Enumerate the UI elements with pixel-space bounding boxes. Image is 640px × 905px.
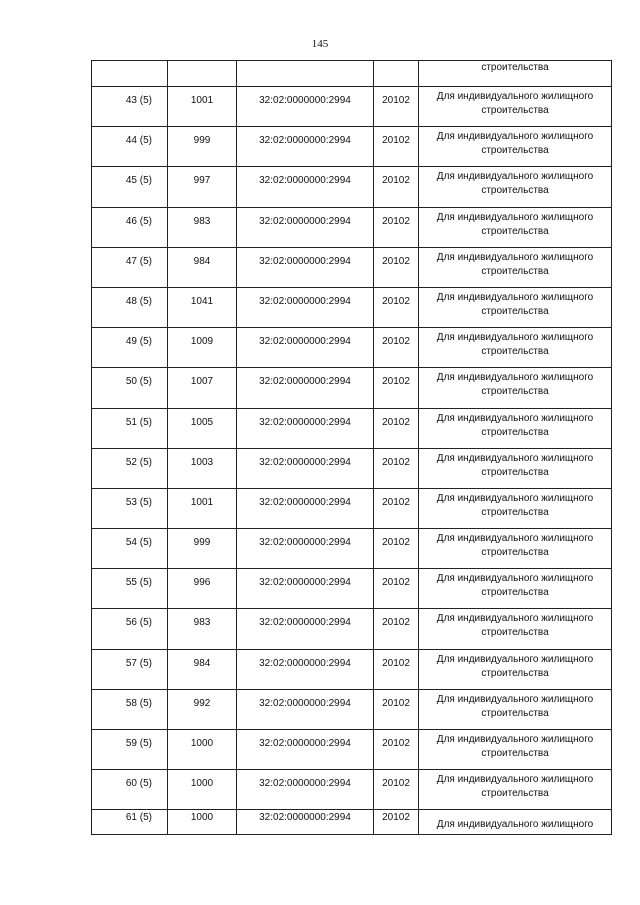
permitted-use-line2: строительства: [481, 627, 549, 639]
cell-cadastral-number-text: 32:02:0000000:2994: [259, 738, 351, 749]
cell-plot-number: [92, 328, 168, 368]
cell-permitted-use: [419, 448, 612, 488]
cell-land-code-text: 20102: [382, 812, 410, 824]
cell-area: [168, 730, 237, 770]
table-row: [92, 368, 612, 408]
cell-permitted-use: [419, 689, 612, 729]
cell-area: [168, 87, 237, 127]
cell-land-code: [374, 247, 419, 287]
cell-permitted-use: [419, 529, 612, 569]
cell-plot-number: [92, 87, 168, 127]
cell-plot-number: [92, 810, 168, 835]
cell-plot-number: [92, 569, 168, 609]
cell-plot-number: [92, 287, 168, 327]
permitted-use-line1: Для индивидуального жилищного: [436, 91, 594, 102]
permitted-use-line2: строительства: [481, 105, 549, 116]
table-row: [92, 609, 612, 649]
cell-permitted-use: [419, 247, 612, 287]
cell-area-text: 984: [193, 657, 211, 669]
cell-land-code: [374, 609, 419, 649]
cell-cadastral-number-text: 32:02:0000000:2994: [259, 456, 351, 468]
permitted-use-text: [419, 609, 611, 640]
cell-area-text: 996: [193, 577, 211, 589]
cell-area: [168, 488, 237, 528]
cell-land-code: [374, 127, 419, 167]
permitted-use-text: [419, 529, 611, 560]
cell-cadastral-number: [237, 488, 374, 528]
table-row: [92, 730, 612, 770]
cell-plot-number-text: 50 (5): [125, 376, 152, 388]
cell-plot-number-text: 52 (5): [125, 456, 152, 468]
cell-land-code: [374, 488, 419, 528]
table-row: [92, 649, 612, 689]
cell-area-text: 1000: [190, 778, 214, 790]
cell-plot-number: [92, 488, 168, 528]
cell-area-text: 999: [193, 537, 211, 549]
cell-permitted-use: [419, 770, 612, 810]
cell-cadastral-number: [237, 730, 374, 770]
cell-area-text: 1001: [190, 496, 214, 508]
cell-plot-number: [92, 167, 168, 207]
cell-area-text: 983: [193, 215, 211, 227]
permitted-use-text: [419, 650, 611, 681]
cell-land-code-text: 20102: [382, 778, 410, 790]
table-row: [92, 689, 612, 729]
cell-cadastral-number: [237, 689, 374, 729]
permitted-use-line1: Для индивидуального жилищного: [436, 819, 594, 831]
cell-permitted-use: [419, 488, 612, 528]
permitted-use-text: [419, 248, 611, 279]
cell-area: [168, 770, 237, 810]
table-row: [92, 448, 612, 488]
permitted-use-line2: строительства: [481, 346, 549, 358]
cell-area-text: 1009: [190, 336, 214, 348]
cell-cadastral-number: [237, 770, 374, 810]
cell-land-code-text: 20102: [382, 376, 410, 388]
table-row: [92, 287, 612, 327]
cell-permitted-use: [419, 649, 612, 689]
cell-plot-number-text: 57 (5): [125, 657, 152, 669]
permitted-use-line2: строительства: [481, 466, 549, 478]
cell-cadastral-number-text: 32:02:0000000:2994: [259, 617, 351, 629]
cell-area: [168, 127, 237, 167]
cell-area-text: 992: [193, 697, 211, 709]
cell-area-text: 1007: [190, 376, 214, 388]
permitted-use-line1: Для индивидуального жилищного: [436, 653, 594, 665]
table-row: [92, 207, 612, 247]
cell-land-code-text: 20102: [382, 95, 410, 106]
cell-number-empty: [92, 61, 168, 87]
page-number: 145: [311, 38, 329, 50]
cell-plot-number-text: 59 (5): [125, 738, 152, 749]
cell-land-code: [374, 730, 419, 770]
table-row: [92, 408, 612, 448]
cell-plot-number: [92, 408, 168, 448]
cell-cadastral-number-text: 32:02:0000000:2994: [259, 255, 351, 267]
cell-area-text: 983: [193, 617, 211, 629]
cell-permitted-use: строительства: [419, 61, 612, 87]
table-row: [92, 770, 612, 810]
cell-plot-number-text: 48 (5): [125, 295, 152, 307]
cell-land-code: [374, 569, 419, 609]
cell-land-code: [374, 87, 419, 127]
cell-cadastral-number-text: 32:02:0000000:2994: [259, 697, 351, 709]
cell-plot-number-text: 47 (5): [125, 255, 152, 267]
cell-area: [168, 689, 237, 729]
permitted-use-line1: Для индивидуального жилищного: [436, 693, 594, 705]
cell-cadastral-number-text: 32:02:0000000:2994: [259, 416, 351, 428]
table-row: [92, 529, 612, 569]
cell-plot-number: [92, 730, 168, 770]
cell-land-code-text: 20102: [382, 456, 410, 468]
cell-permitted-use: [419, 207, 612, 247]
cell-cadastral-number: [237, 247, 374, 287]
cell-area-text: 999: [193, 135, 211, 147]
cell-area: [168, 448, 237, 488]
cell-land-code: [374, 810, 419, 835]
cell-area-text: 984: [193, 255, 211, 267]
cell-plot-number-text: 55 (5): [125, 577, 152, 589]
cell-land-code: [374, 207, 419, 247]
cell-land-code-text: 20102: [382, 295, 410, 307]
cell-area-text: 1005: [190, 416, 214, 428]
cell-plot-number-text: 60 (5): [125, 778, 152, 790]
cell-cadastral-number-text: 32:02:0000000:2994: [259, 778, 351, 790]
cell-plot-number: [92, 649, 168, 689]
cell-area-text: 1041: [190, 295, 214, 307]
table-row-partial: [92, 810, 612, 835]
permitted-use-line2: строительства: [481, 305, 549, 317]
cell-land-code: [374, 287, 419, 327]
permitted-use-line2: строительства: [481, 506, 549, 518]
permitted-use-line2: строительства: [481, 587, 549, 599]
cell-plot-number-text: 51 (5): [125, 416, 152, 428]
cell-land-code-text: 20102: [382, 135, 410, 147]
cell-cadastral-number: [237, 207, 374, 247]
cell-plot-number: [92, 770, 168, 810]
permitted-use-line1: Для индивидуального жилищного: [436, 131, 594, 143]
cell-plot-number: [92, 689, 168, 729]
cell-cadastral-number-text: 32:02:0000000:2994: [259, 336, 351, 348]
cell-cadastral-number: [237, 529, 374, 569]
cell-area: [168, 287, 237, 327]
cell-cadastral-number: [237, 408, 374, 448]
permitted-use-line1: Для индивидуального жилищного: [436, 533, 594, 545]
cell-plot-number-text: 58 (5): [125, 697, 152, 709]
cell-area: [168, 810, 237, 835]
cell-plot-number: [92, 247, 168, 287]
cell-land-code: [374, 649, 419, 689]
cell-plot-number: [92, 127, 168, 167]
permitted-use-line2: строительства: [481, 667, 549, 679]
permitted-use-text: [419, 328, 611, 359]
table-row: [92, 569, 612, 609]
cell-plot-number-text: 46 (5): [125, 215, 152, 227]
cell-cadastral-empty: [237, 61, 374, 87]
cell-cadastral-number-text: 32:02:0000000:2994: [259, 215, 351, 227]
cell-land-code: [374, 529, 419, 569]
cell-cadastral-number: [237, 448, 374, 488]
permitted-use-line1: Для индивидуального жилищного: [436, 573, 594, 585]
cell-permitted-use: [419, 810, 612, 835]
table-row: [92, 247, 612, 287]
permitted-use-line1: Для индивидуального жилищного: [436, 492, 594, 504]
cell-permitted-use: [419, 167, 612, 207]
cell-permitted-use: [419, 569, 612, 609]
cell-cadastral-number-text: 32:02:0000000:2994: [259, 135, 351, 147]
permitted-use-line2: строительства: [481, 265, 549, 277]
cell-area-text: 1000: [190, 738, 214, 749]
cell-land-code-text: 20102: [382, 255, 410, 267]
cell-cadastral-number-text: 32:02:0000000:2994: [259, 175, 351, 187]
permitted-use-text: [419, 489, 611, 520]
table-row-continued: [92, 61, 612, 87]
cell-plot-number-text: 61 (5): [125, 812, 152, 824]
cell-area-text: 1001: [190, 95, 214, 106]
cell-land-code: [374, 368, 419, 408]
cell-cadastral-number: [237, 649, 374, 689]
cell-plot-number-text: 49 (5): [125, 336, 152, 348]
cell-plot-number-text: 44 (5): [125, 135, 152, 147]
cell-cadastral-number: [237, 127, 374, 167]
permitted-use-line1: Для индивидуального жилищного: [436, 291, 594, 303]
permitted-use-line2: строительства: [481, 707, 549, 719]
cell-permitted-use: [419, 368, 612, 408]
permitted-use-text: [419, 87, 611, 118]
cell-plot-number: [92, 609, 168, 649]
cell-cadastral-number-text: 32:02:0000000:2994: [259, 496, 351, 508]
cell-land-code: [374, 448, 419, 488]
cell-plot-number: [92, 529, 168, 569]
cell-cadastral-number-text: 32:02:0000000:2994: [259, 812, 351, 824]
cell-permitted-use: [419, 287, 612, 327]
permitted-use-line1: Для индивидуального жилищного: [436, 251, 594, 263]
cell-cadastral-number: [237, 368, 374, 408]
cell-land-code: [374, 328, 419, 368]
permitted-use-text: [419, 368, 611, 399]
cell-permitted-use: [419, 730, 612, 770]
cell-land-code: [374, 408, 419, 448]
table-row: [92, 127, 612, 167]
cell-plot-number-text: 45 (5): [125, 175, 152, 187]
permitted-use-line1: Для индивидуального жилищного: [436, 332, 594, 344]
permitted-use-text: [419, 208, 611, 239]
permitted-use-line2: строительства: [481, 145, 549, 157]
cell-land-code-text: 20102: [382, 336, 410, 348]
cell-land-code-text: 20102: [382, 215, 410, 227]
cell-land-code-text: 20102: [382, 175, 410, 187]
cell-cadastral-number-text: 32:02:0000000:2994: [259, 537, 351, 549]
permitted-use-line1: Для индивидуального жилищного: [436, 372, 594, 384]
permitted-use-text: [419, 730, 611, 761]
cell-cadastral-number: [237, 287, 374, 327]
cell-plot-number: [92, 207, 168, 247]
permitted-use-line1: Для индивидуального жилищного: [436, 452, 594, 464]
permitted-use-text: [419, 288, 611, 319]
permitted-use-text: [419, 449, 611, 480]
permitted-use-text: [419, 770, 611, 801]
cell-plot-number-text: 53 (5): [125, 496, 152, 508]
permitted-use-text: [419, 409, 611, 440]
cell-area: [168, 207, 237, 247]
cell-cadastral-number: [237, 569, 374, 609]
cell-land-code-text: 20102: [382, 617, 410, 629]
cell-cadastral-number: [237, 328, 374, 368]
cell-cadastral-number: [237, 167, 374, 207]
cell-area: [168, 609, 237, 649]
permitted-use-line2: строительства: [481, 225, 549, 237]
cell-cadastral-number-text: 32:02:0000000:2994: [259, 95, 351, 106]
cell-plot-number-text: 56 (5): [125, 617, 152, 629]
cell-land-code: [374, 689, 419, 729]
land-plots-table: [91, 60, 612, 835]
table-row: [92, 488, 612, 528]
permitted-use-line1: Для индивидуального жилищного: [436, 613, 594, 625]
permitted-use-line1: Для индивидуального жилищного: [436, 734, 594, 745]
table-row: [92, 87, 612, 127]
cell-land-code-text: 20102: [382, 697, 410, 709]
permitted-use-line1: Для индивидуального жилищного: [436, 412, 594, 424]
cell-area: [168, 328, 237, 368]
table-row: [92, 167, 612, 207]
permitted-use-line2: строительства: [481, 788, 549, 800]
permitted-use-line2: строительства: [481, 547, 549, 559]
cell-land-code-text: 20102: [382, 738, 410, 749]
cell-land-code-text: 20102: [382, 537, 410, 549]
cell-land-code: [374, 167, 419, 207]
cell-plot-number-text: 43 (5): [125, 95, 152, 106]
permitted-use-line1: Для индивидуального жилищного: [436, 774, 594, 786]
cell-land-code-text: 20102: [382, 416, 410, 428]
permitted-use-text: [419, 127, 611, 158]
cell-area: [168, 368, 237, 408]
cell-area: [168, 569, 237, 609]
permitted-use-text: [419, 690, 611, 721]
cell-permitted-use: [419, 87, 612, 127]
permitted-use-text: [419, 569, 611, 600]
permitted-use-line2: строительства: [481, 426, 549, 438]
cell-area: [168, 408, 237, 448]
cell-area-text: 997: [193, 175, 211, 187]
cell-area: [168, 649, 237, 689]
permitted-use-line2: строительства: [481, 386, 549, 398]
permitted-use-line2: строительства: [481, 748, 549, 759]
permitted-use-text: [419, 167, 611, 198]
cell-cadastral-number-text: 32:02:0000000:2994: [259, 577, 351, 589]
cell-cadastral-number: [237, 87, 374, 127]
cell-plot-number: [92, 448, 168, 488]
cell-land-code-text: 20102: [382, 577, 410, 589]
cell-permitted-use: [419, 609, 612, 649]
cell-area: [168, 529, 237, 569]
cell-cadastral-number-text: 32:02:0000000:2994: [259, 657, 351, 669]
cell-permitted-use: [419, 408, 612, 448]
cell-cadastral-number: [237, 810, 374, 835]
cell-land-code: [374, 770, 419, 810]
permitted-use-line2: строительства: [481, 185, 549, 197]
cell-permitted-use: [419, 328, 612, 368]
cell-land-code-text: 20102: [382, 657, 410, 669]
cell-land-code-text: 20102: [382, 496, 410, 508]
permitted-use-line1: Для индивидуального жилищного: [436, 211, 594, 223]
cell-plot-number: [92, 368, 168, 408]
cell-cadastral-number-text: 32:02:0000000:2994: [259, 376, 351, 388]
table-row: [92, 328, 612, 368]
cell-plot-number-text: 54 (5): [125, 537, 152, 549]
cell-cadastral-number-text: 32:02:0000000:2994: [259, 295, 351, 307]
cell-code-empty: [374, 61, 419, 87]
cell-permitted-use: [419, 127, 612, 167]
cell-area-empty: [168, 61, 237, 87]
cell-area-text: 1003: [190, 456, 214, 468]
cell-area-text: 1000: [190, 812, 214, 824]
permitted-use-line1: Для индивидуального жилищного: [436, 171, 594, 183]
cell-area: [168, 167, 237, 207]
cell-cadastral-number: [237, 609, 374, 649]
cell-area: [168, 247, 237, 287]
